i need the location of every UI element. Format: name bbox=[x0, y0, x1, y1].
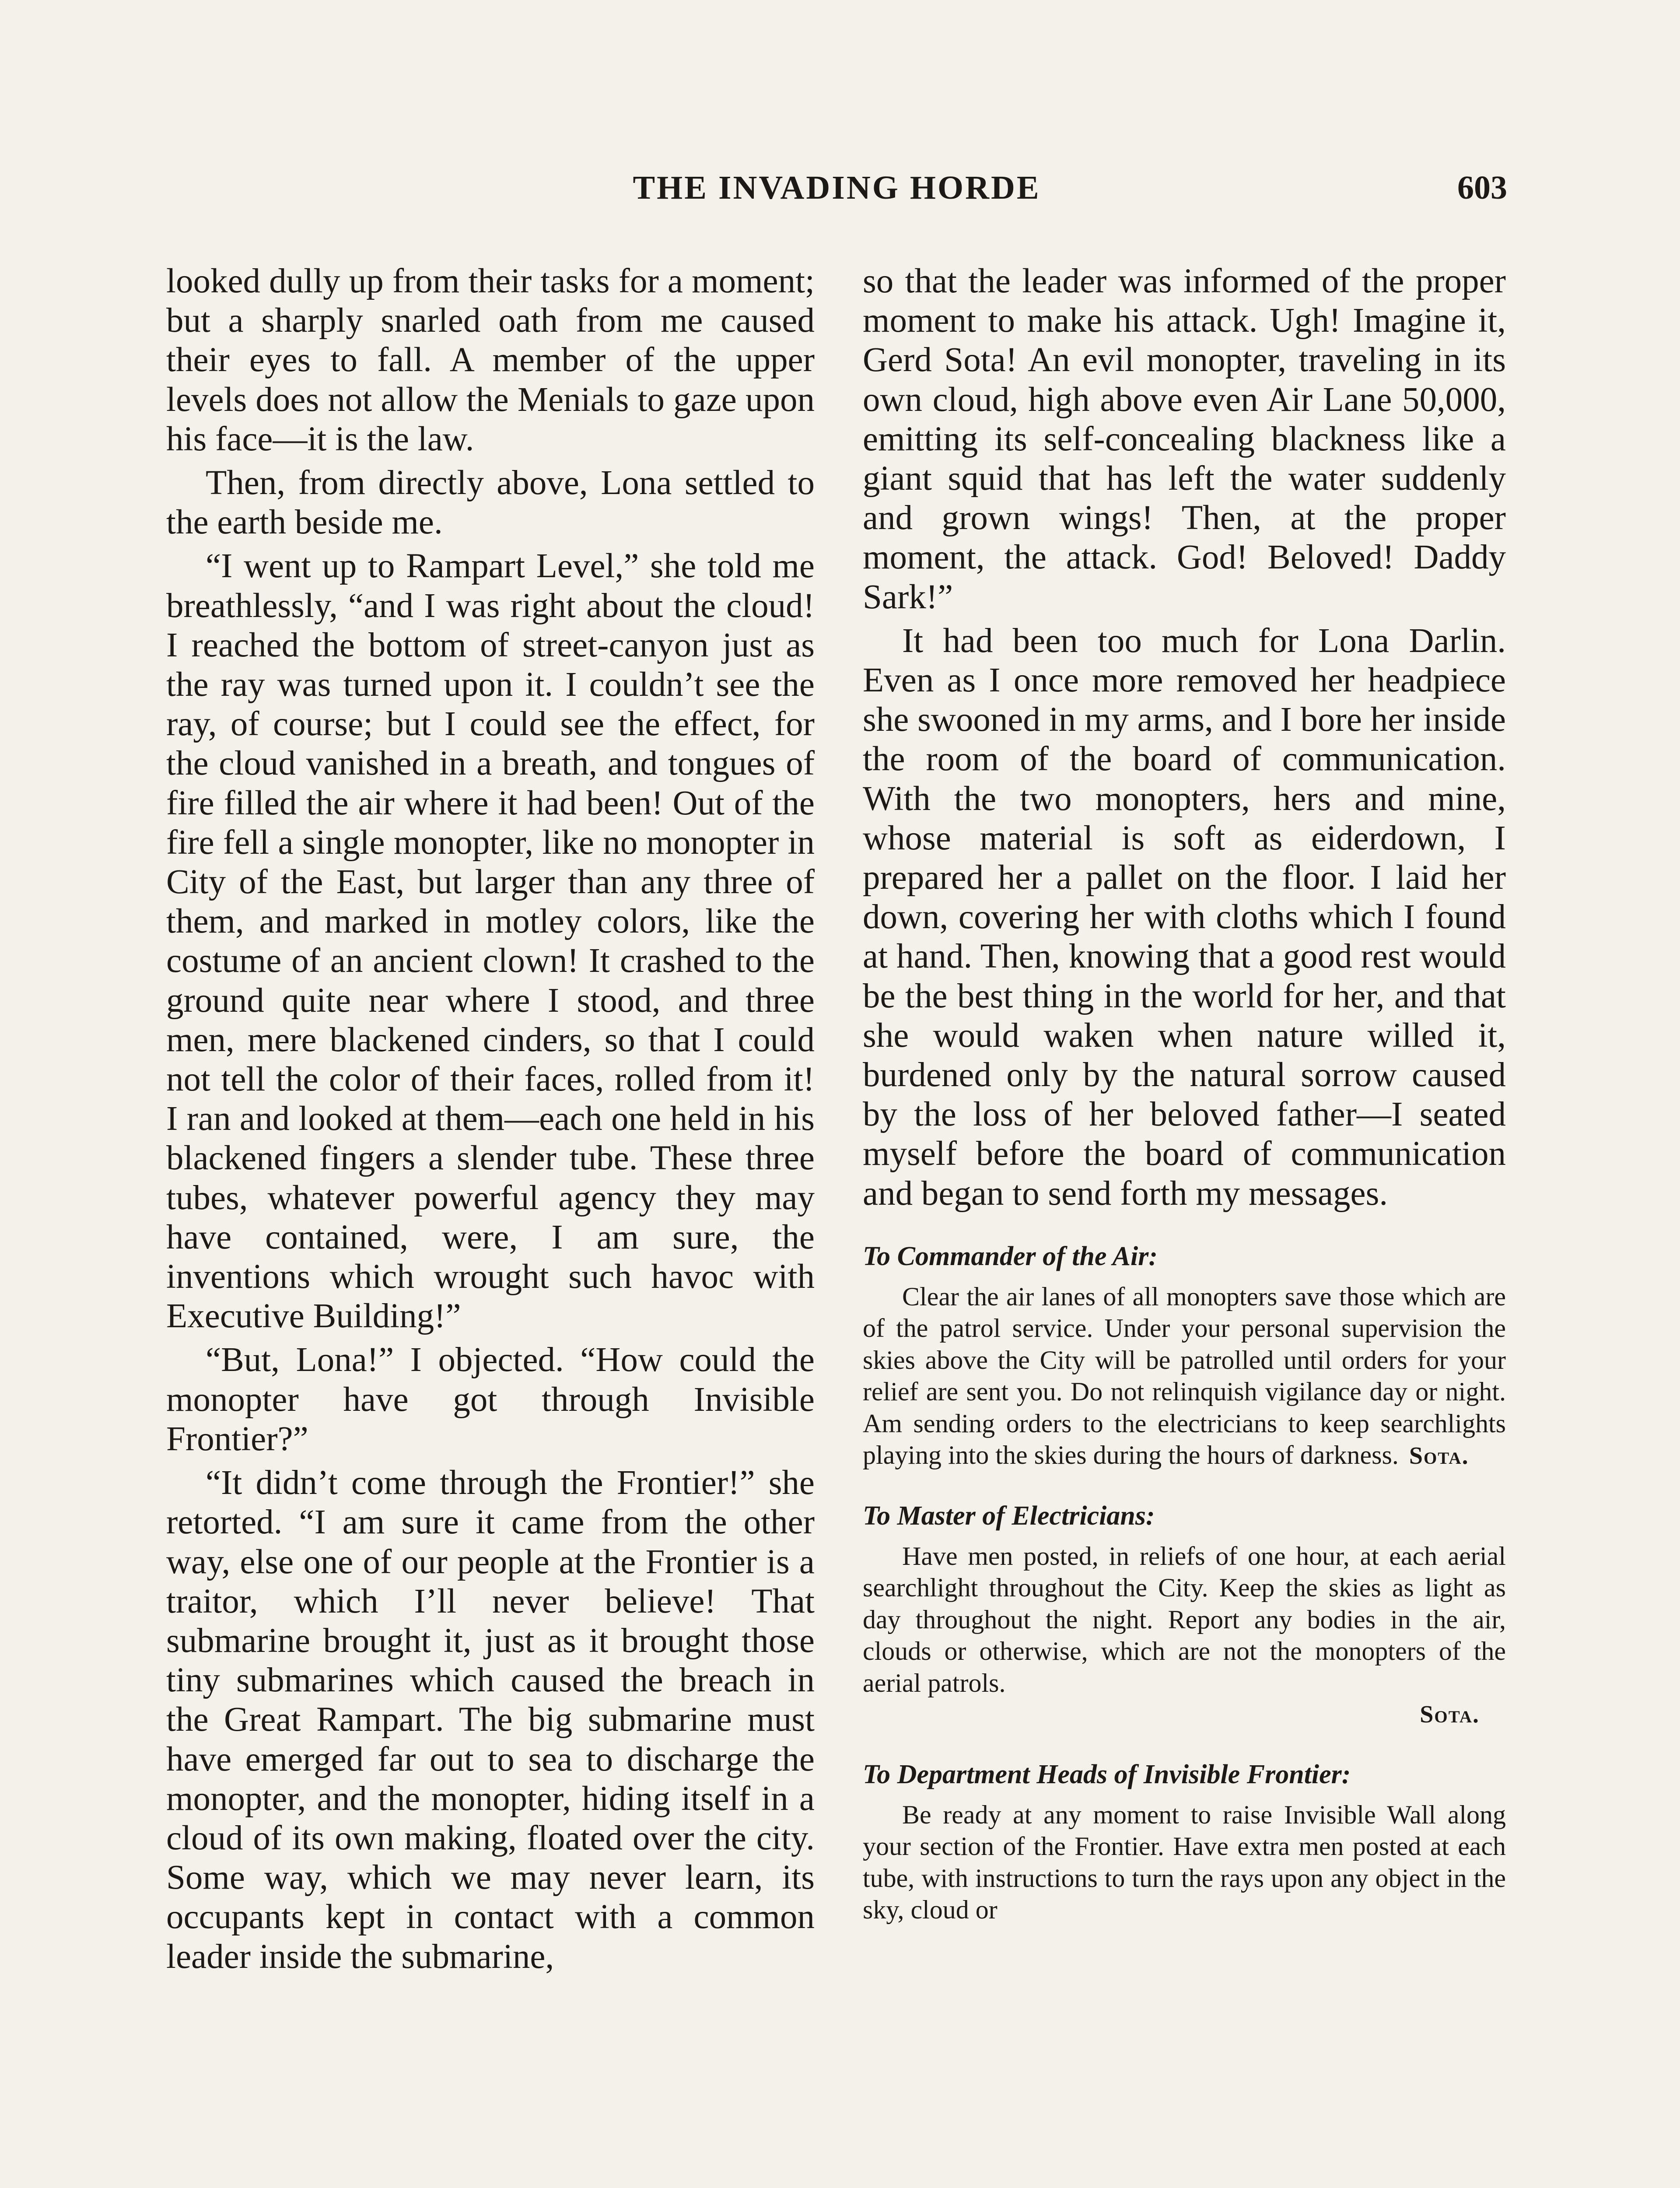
message-text: Have men posted, in reliefs of one hour, at each aerial searchlight throughout the City. Keep the skies as light as day throughout the night. Report any bodies in the air, clouds or otherwise, which are not the monopters of the aerial patrols. bbox=[863, 1541, 1506, 1697]
right-column bbox=[863, 262, 1506, 1926]
page-number: 603 bbox=[1457, 169, 1507, 206]
paragraph: looked dully up from their tasks for a moment; but a sharply snarled oath from me caused their eyes to fall. A member of the upper levels does not allow the Menials to gaze upon his face—it is the law. bbox=[166, 262, 815, 458]
paragraph: “I went up to Rampart Level,” she told me breathlessly, “and I was right about the cloud! I reached the bottom of street-canyon just as the ray was turned upon it. I couldn’t see the ray, of course; but I could see the effect, for the cloud vanished in a breath, and tongues of fire filled the air where it had been! Out of the fire fell a single monopter, like no monopter in City of the East, but larger than any three of them, and marked in motley colors, like the costume of an ancient clown! It crashed to the ground quite near where I stood, and three men, mere blackened cinders, so that I could not tell the color of their faces, rolled from it! I ran and looked at them—each one held in his blackened fingers a slender tube. These three tubes, whatever powerful agency they may have contained, were, I am sure, the inventions which wrought such havoc with Executive Building!” bbox=[166, 547, 815, 1336]
message-body bbox=[863, 1799, 1506, 1926]
message-commander-of-air bbox=[863, 1240, 1506, 1472]
message-body bbox=[863, 1540, 1506, 1731]
message-body bbox=[863, 1281, 1506, 1472]
message-signature: Sota. bbox=[1420, 1701, 1480, 1729]
message-heading: To Commander of the Air: bbox=[863, 1241, 1158, 1271]
left-column bbox=[166, 262, 815, 1977]
running-title: THE INVADING HORDE bbox=[633, 169, 1041, 206]
messages-section bbox=[863, 1240, 1506, 1926]
message-heading: To Master of Electricians: bbox=[863, 1501, 1155, 1531]
message-master-of-electricians bbox=[863, 1499, 1506, 1731]
message-text: Be ready at any moment to raise Invisible Wall along your section of the Frontier. Have extra men posted at each tube, with instructions to turn the rays upon any object in the sky, cloud or bbox=[863, 1800, 1506, 1925]
paragraph: “But, Lona!” I objected. “How could the monopter have got through Invisible Frontier?” bbox=[166, 1341, 815, 1458]
message-text: Clear the air lanes of all monopters save those which are of the patrol service. Under your personal supervision the skies above the City will be patrolled until orders for your relief are sent you. Do not relinquish vigilance day or night. Am sending orders to the electricians to keep searchlights playing into the skies during the hours of darkness. bbox=[863, 1282, 1506, 1470]
message-heading: To Department Heads of Invisible Frontier: bbox=[863, 1759, 1351, 1789]
paragraph: so that the leader was informed of the proper moment to make his attack. Ugh! Imagine it, Gerd Sota! An evil monopter, traveling in its own cloud, high above even Air Lane 50,000, emitting its self-concealing blackness like a giant squid that has left the water suddenly and grown wings! Then, at the proper moment, the attack. God! Beloved! Daddy Sark!” bbox=[863, 262, 1506, 616]
message-invisible-frontier bbox=[863, 1758, 1506, 1926]
message-signature: Sota. bbox=[1409, 1442, 1469, 1470]
page-header bbox=[166, 169, 1507, 208]
paragraph: Then, from directly above, Lona settled to the earth beside me. bbox=[166, 464, 815, 542]
paragraph: It had been too much for Lona Darlin. Even as I once more removed her headpiece she swooned in my arms, and I bore her inside the room of the board of communication. With the two monopters, hers and mine, whose material is soft as eiderdown, I prepared her a pallet on the floor. I laid her down, covering her with cloths which I found at hand. Then, knowing that a good rest would be the best thing in the world for her, and that she would waken when nature willed it, burdened only by the natural sorrow caused by the loss of her beloved father—I seated myself before the board of communication and began to send forth my messages. bbox=[863, 621, 1506, 1213]
paragraph: “It didn’t come through the Frontier!” she retorted. “I am sure it came from the other way, else one of our people at the Frontier is a traitor, which I’ll never believe! That submarine brought it, just as it brought those tiny submarines which caused the breach in the Great Rampart. The big submarine must have emerged far out to sea to discharge the monopter, and the monopter, hiding itself in a cloud of its own making, floated over the city. Some way, which we may never learn, its occupants kept in contact with a common leader inside the submarine, bbox=[166, 1464, 815, 1976]
